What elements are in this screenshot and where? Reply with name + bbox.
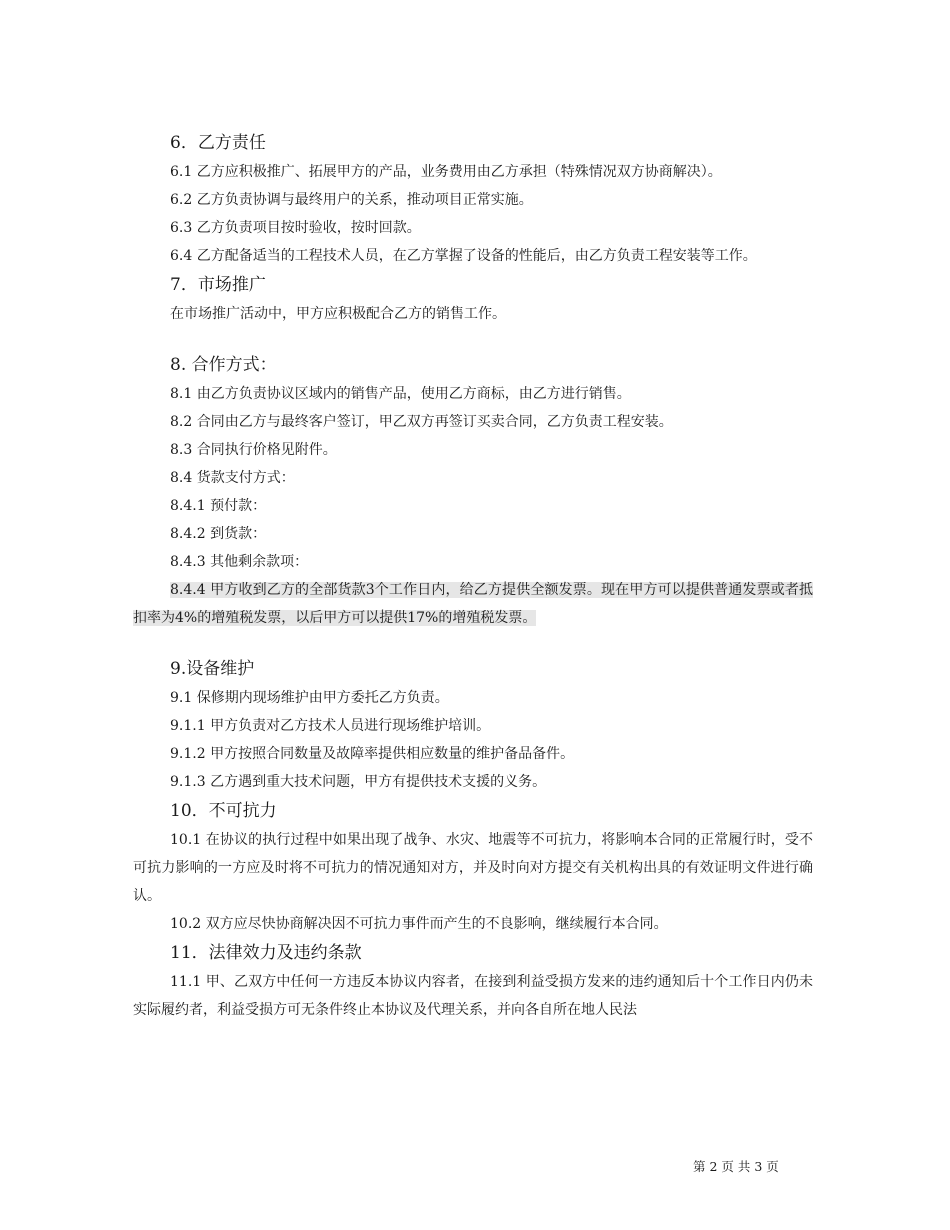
clause-8-1: 8.1 由乙方负责协议区域内的销售产品，使用乙方商标，由乙方进行销售。 <box>170 386 631 402</box>
highlighted-text: 8.4.4 甲方收到乙方的全部货款3个工作日内，给乙方提供全额发票。现在甲方可以提供普通发票或者抵扣率为4%的增殖税发票，以后甲方可以提供17%的增殖税发票。 <box>133 582 813 626</box>
clause-8-2: 8.2 合同由乙方与最终客户签订，甲乙双方再签订买卖合同，乙方负责工程安装。 <box>170 414 673 430</box>
clause-9-1-3: 9.1.3 乙方遇到重大技术问题，甲方有提供技术支援的义务。 <box>170 774 547 790</box>
section-10-title: 10．不可抗力 <box>170 801 277 821</box>
clause-6-4: 6.4 乙方配备适当的工程技术人员，在乙方掌握了设备的性能后，由乙方负责工程安装等工作。 <box>170 248 757 264</box>
clause-8-3: 8.3 合同执行价格见附件。 <box>170 442 337 458</box>
clause-7-text: 在市场推广活动中，甲方应积极配合乙方的销售工作。 <box>170 306 506 322</box>
clause-6-2: 6.2 乙方负责协调与最终用户的关系，推动项目正常实施。 <box>170 192 533 208</box>
section-9-title: 9.设备维护 <box>170 659 255 679</box>
clause-10-1: 10.1 在协议的执行过程中如果出现了战争、水灾、地震等不可抗力，将影响本合同的正常履行时，受不可抗力影响的一方应及时将不可抗力的情况通知对方，并及时向对方提交有关机构出具的有效证明文件进行确认。 <box>133 832 813 904</box>
clause-8-4-3: 8.4.3 其他剩余款项： <box>170 554 309 570</box>
clause-8-4-2: 8.4.2 到货款： <box>170 526 267 542</box>
clause-6-3: 6.3 乙方负责项目按时验收，按时回款。 <box>170 220 421 236</box>
clause-10-2: 10.2 双方应尽快协商解决因不可抗力事件而产生的不良影响，继续履行本合同。 <box>170 916 668 932</box>
section-6-title: 6．乙方责任 <box>170 133 266 153</box>
clause-8-4-4 <box>133 576 813 632</box>
clause-9-1-2: 9.1.2 甲方按照合同数量及故障率提供相应数量的维护备品备件。 <box>170 746 575 762</box>
clause-8-4: 8.4 货款支付方式： <box>170 470 295 486</box>
document-body <box>133 128 813 1024</box>
clause-9-1-1: 9.1.1 甲方负责对乙方技术人员进行现场维护培训。 <box>170 718 491 734</box>
page-number: 第 2 页 共 3 页 <box>693 1159 779 1174</box>
section-8-title: 8. 合作方式： <box>170 355 277 375</box>
clause-11-1: 11.1 甲、乙双方中任何一方违反本协议内容者，在接到利益受损方发来的违约通知后十个工作日内仍未实际履约者，利益受损方可无条件终止本协议及代理关系，并向各自所在地人民法 <box>133 974 813 1018</box>
clause-6-1: 6.1 乙方应积极推广、拓展甲方的产品，业务费用由乙方承担（特殊情况双方协商解决）。 <box>170 164 722 180</box>
section-7-title: 7．市场推广 <box>170 275 266 295</box>
clause-9-1: 9.1 保修期内现场维护由甲方委托乙方负责。 <box>170 690 449 706</box>
section-11-title: 11．法律效力及违约条款 <box>170 943 362 963</box>
clause-8-4-1: 8.4.1 预付款： <box>170 498 267 514</box>
